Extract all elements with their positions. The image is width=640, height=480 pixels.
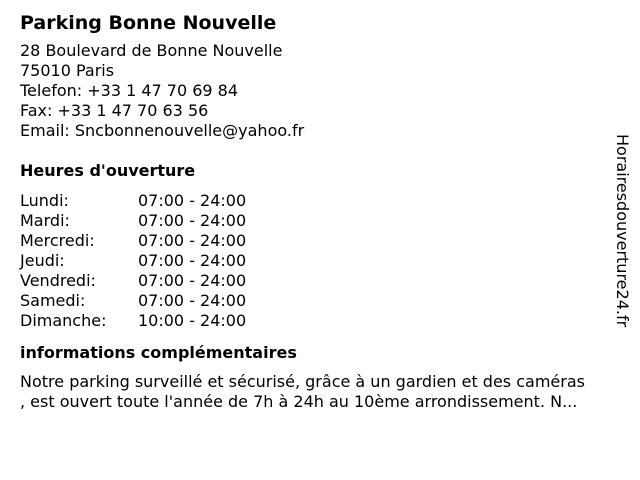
- hours-heading: Heures d'ouverture: [20, 161, 196, 180]
- street-address: 28 Boulevard de Bonne Nouvelle: [20, 41, 283, 60]
- time-range: 07:00 - 24:00: [138, 251, 247, 270]
- opening-hours-table: [20, 191, 630, 331]
- hours-row: [20, 251, 630, 271]
- hours-row: [20, 191, 630, 211]
- time-range: 07:00 - 24:00: [138, 291, 247, 310]
- description-line: , est ouvert toute l'année de 7h à 24h au 10ème arrondissement. N...: [20, 392, 578, 411]
- email-address: Email: Sncbonnenouvelle@yahoo.fr: [20, 121, 305, 140]
- page-title: Parking Bonne Nouvelle: [20, 12, 277, 34]
- fax-number: Fax: +33 1 47 70 63 56: [20, 101, 209, 120]
- phone-number: Telefon: +33 1 47 70 69 84: [20, 81, 239, 100]
- time-range: 07:00 - 24:00: [138, 231, 247, 250]
- address-block: [20, 41, 630, 141]
- hours-row: [20, 211, 630, 231]
- day-label: Mercredi:: [20, 231, 95, 250]
- business-card: [20, 10, 630, 412]
- time-range: 10:00 - 24:00: [138, 311, 247, 330]
- day-label: Lundi:: [20, 191, 69, 210]
- hours-row: [20, 271, 630, 291]
- hours-row: [20, 231, 630, 251]
- time-range: 07:00 - 24:00: [138, 211, 247, 230]
- hours-row: [20, 311, 630, 331]
- info-heading: informations complémentaires: [20, 343, 297, 362]
- time-range: 07:00 - 24:00: [138, 191, 247, 210]
- site-watermark: Horairesdouverture24.fr: [613, 134, 632, 328]
- description: [20, 372, 630, 412]
- hours-row: [20, 291, 630, 311]
- day-label: Dimanche:: [20, 311, 107, 330]
- day-label: Jeudi:: [20, 251, 65, 270]
- description-line: Notre parking surveillé et sécurisé, grâce à un gardien et des caméras: [20, 372, 585, 391]
- day-label: Vendredi:: [20, 271, 96, 290]
- city: 75010 Paris: [20, 61, 115, 80]
- time-range: 07:00 - 24:00: [138, 271, 247, 290]
- day-label: Mardi:: [20, 211, 70, 230]
- day-label: Samedi:: [20, 291, 86, 310]
